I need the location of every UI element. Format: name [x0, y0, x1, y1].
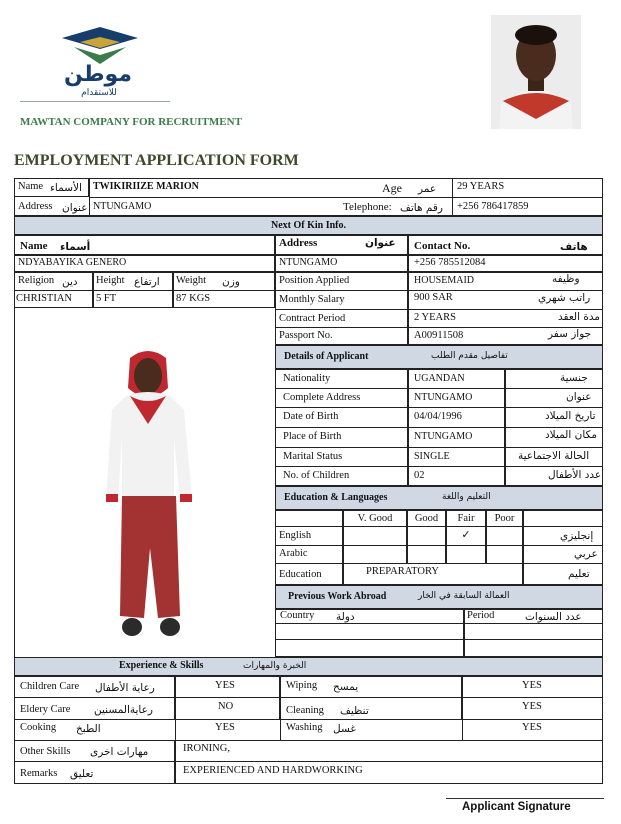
period-row-cell — [464, 624, 603, 640]
kin-contact-label: Contact No. — [414, 240, 471, 252]
cleaning-label: Cleaning — [286, 705, 324, 716]
weight-label: Weight — [176, 275, 207, 286]
washing-label-ar: غسل — [333, 723, 356, 735]
wiping-label-ar: يمسح — [333, 681, 359, 693]
dob-label: Date of Birth — [283, 411, 339, 422]
skills-title: Experience & Skills — [119, 660, 204, 671]
weight-value: 87 KGS — [176, 293, 211, 304]
kin-contact-value: +256 785512084 — [414, 257, 486, 268]
kin-name-label-ar: أسماء — [60, 241, 91, 253]
signature-line — [446, 798, 604, 799]
passport-label: Passport No. — [279, 330, 333, 341]
period-row-cell — [464, 640, 603, 657]
level-vgood-header — [343, 510, 407, 527]
other-skills-value: IRONING, — [183, 743, 230, 754]
remarks-value: EXPERIENCED AND HARDWORKING — [183, 765, 363, 776]
age-label: Age — [382, 181, 402, 195]
contract-label-ar: مدة العقد — [558, 311, 600, 323]
skills-vline — [280, 720, 281, 740]
marital-label-ar: الحالة الاجتماعية — [518, 450, 590, 462]
kin-name-value: NDYABAYIKA GENERO — [18, 257, 127, 268]
complete-address-label: Complete Address — [283, 392, 361, 403]
education-label: Education — [279, 569, 322, 580]
height-label-ar: ارتفاع — [134, 276, 160, 288]
work-abroad-title-ar: العمالة السابقة في الخار — [418, 591, 510, 601]
wiping-value: YES — [522, 680, 542, 691]
address-label: Address — [18, 201, 53, 212]
pob-value: NTUNGAMO — [414, 431, 473, 442]
education-title: Education & Languages — [284, 492, 388, 503]
passport-label-ar: جواز سفر — [548, 328, 592, 340]
lang-english-good-cell — [407, 527, 446, 546]
arabic-label-ar: عربي — [574, 548, 598, 560]
nationality-value: UGANDAN — [414, 373, 465, 384]
position-label: Position Applied — [279, 275, 350, 286]
country-label: Country — [280, 610, 315, 621]
kin-address-value: NTUNGAMO — [279, 257, 338, 268]
age-value: 29 YEARS — [457, 181, 505, 192]
applicant-name-label-ar: الأسماء — [50, 182, 82, 194]
height-value: 5 FT — [96, 293, 117, 304]
next-of-kin-bar — [14, 216, 603, 235]
children-label: No. of Children — [283, 470, 350, 481]
religion-label-ar: دين — [62, 276, 78, 288]
eldery-care-value: NO — [218, 701, 234, 712]
kin-address-label: Address — [279, 237, 318, 249]
period-label-ar: عدد السنوات — [525, 611, 582, 623]
cleaning-value: YES — [522, 701, 542, 712]
salary-label: Monthly Salary — [279, 294, 345, 305]
address-label-ar: عنوان — [62, 202, 88, 214]
phone-value: +256 786417859 — [457, 201, 529, 212]
country-label-ar: دولة — [336, 611, 355, 623]
children-care-label-ar: رعاية الأطفال — [95, 682, 155, 694]
english-label: English — [279, 530, 312, 541]
level-vgood-label: V. Good — [357, 513, 393, 524]
lang-header-blank — [275, 510, 343, 527]
salary-label-ar: راتب شهري — [538, 292, 591, 304]
lang-arabic-vgood-cell — [343, 546, 407, 564]
header-divider — [89, 197, 603, 198]
washing-label: Washing — [286, 722, 323, 733]
header-vline-2 — [452, 178, 453, 216]
english-label-ar: إنجليزي — [560, 530, 594, 542]
level-fair-label: Fair — [457, 513, 475, 524]
weight-label-ar: وزن — [222, 276, 240, 288]
level-poor-label: Poor — [494, 513, 515, 524]
phone-label-ar: رقم هاتف — [400, 202, 443, 214]
religion-value: CHRISTIAN — [16, 293, 73, 304]
address-value: NTUNGAMO — [93, 201, 152, 212]
age-label-ar: عمر — [418, 183, 437, 195]
period-label: Period — [467, 610, 495, 621]
pob-label: Place of Birth — [283, 431, 342, 442]
logo-arabic-text: موطن — [64, 62, 132, 87]
kin-address-label-ar: عنوان — [365, 237, 396, 249]
details-title: Details of Applicant — [284, 351, 369, 362]
skills-vline — [602, 720, 603, 740]
level-fair-header — [446, 510, 486, 527]
lang-english-poor-cell — [486, 527, 523, 546]
lang-english-vgood-cell — [343, 527, 407, 546]
applicant-name-label: Name — [18, 181, 44, 192]
lang-arabic-good-cell — [407, 546, 446, 564]
photo-panel-left-border — [14, 308, 15, 657]
passport-value: A00911508 — [414, 330, 464, 341]
details-ar-cell — [505, 369, 603, 389]
kin-name-label: Name — [20, 240, 48, 252]
other-skills-value-cell — [175, 740, 603, 762]
applicant-full-body-photo — [96, 348, 206, 644]
contract-value: 2 YEARS — [414, 312, 456, 323]
cooking-label: Cooking — [20, 722, 57, 733]
kin-contact-label-ar: هاتف — [560, 241, 588, 253]
children-value: 02 — [414, 470, 425, 481]
skills-vline — [14, 720, 15, 740]
education-value: PREPARATORY — [366, 566, 439, 577]
skills-vline — [175, 720, 176, 740]
education-bar — [275, 486, 603, 510]
wiping-label: Wiping — [286, 680, 318, 691]
remarks-label: Remarks — [20, 768, 58, 779]
skills-bar — [14, 657, 603, 676]
logo-underline — [20, 101, 170, 102]
country-row-cell — [275, 624, 464, 640]
marital-label: Marital Status — [283, 451, 343, 462]
phone-label: Telephone: — [343, 201, 392, 213]
children-care-label: Children Care — [20, 681, 80, 692]
applicant-name-value: TWIKIRIIZE MARION — [93, 181, 199, 192]
education-ar-cell — [523, 564, 603, 585]
header-vline-1 — [89, 178, 90, 216]
height-label: Height — [96, 275, 125, 286]
kin-name-header — [14, 235, 275, 255]
religion-label: Religion — [18, 275, 55, 286]
eldery-care-label: Eldery Care — [20, 704, 71, 715]
details-title-ar: تفاصيل مقدم الطلب — [431, 351, 508, 361]
contract-label: Contract Period — [279, 313, 346, 324]
work-abroad-bar — [275, 585, 603, 609]
lang-arabic-poor-cell — [486, 546, 523, 564]
lang-header-ar-blank — [523, 510, 603, 527]
signature-label: Applicant Signature — [462, 801, 571, 813]
washing-value: YES — [522, 722, 542, 733]
logo-arabic-subtext: للاستقدام — [81, 88, 117, 98]
skills-title-ar: الخبرة والمهارات — [243, 661, 307, 671]
nationality-label-ar: جنسية — [560, 372, 588, 384]
children-care-value: YES — [215, 680, 235, 691]
cooking-label-ar: الطبخ — [76, 723, 101, 735]
cleaning-label-ar: تنظيف — [340, 705, 369, 717]
company-logo — [22, 22, 162, 104]
other-skills-label-ar: مهارات اخرى — [90, 746, 149, 758]
level-poor-header — [486, 510, 523, 527]
marital-value: SINGLE — [414, 451, 450, 462]
arabic-label: Arabic — [279, 548, 308, 559]
country-row-cell — [275, 640, 464, 657]
complete-address-label-ar: عنوان — [566, 391, 592, 403]
work-abroad-title: Previous Work Abroad — [288, 591, 387, 602]
level-good-label: Good — [414, 513, 439, 524]
complete-address-value: NTUNGAMO — [414, 392, 473, 403]
cooking-value: YES — [215, 722, 235, 733]
position-label-ar: وظيفه — [552, 273, 580, 285]
details-bar — [275, 345, 603, 369]
position-value: HOUSEMAID — [414, 275, 474, 286]
lang-english-fair-cell — [446, 527, 486, 546]
skills-vline — [462, 720, 463, 740]
next-of-kin-title: Next Of Kin Info. — [271, 220, 346, 231]
company-name: MAWTAN COMPANY FOR RECRUITMENT — [20, 116, 242, 128]
nationality-label: Nationality — [283, 373, 331, 384]
dob-value: 04/04/1996 — [414, 411, 462, 422]
eldery-care-label-ar: رعايةالمسنين — [94, 704, 153, 716]
salary-value: 900 SAR — [414, 292, 453, 303]
level-good-header — [407, 510, 446, 527]
education-label-ar: تعليم — [568, 568, 590, 580]
lang-arabic-fair-cell — [446, 546, 486, 564]
children-label-ar: عدد الأطفال — [548, 469, 602, 481]
check-icon: ✓ — [461, 528, 471, 541]
applicant-headshot — [491, 15, 581, 129]
other-skills-label: Other Skills — [20, 746, 71, 757]
remarks-label-ar: تعليق — [70, 768, 94, 780]
dob-label-ar: تاريخ الميلاد — [545, 410, 596, 422]
form-title: EMPLOYMENT APPLICATION FORM — [14, 152, 299, 169]
pob-label-ar: مكان الميلاد — [545, 429, 597, 441]
education-title-ar: التعليم واللغة — [442, 492, 491, 502]
